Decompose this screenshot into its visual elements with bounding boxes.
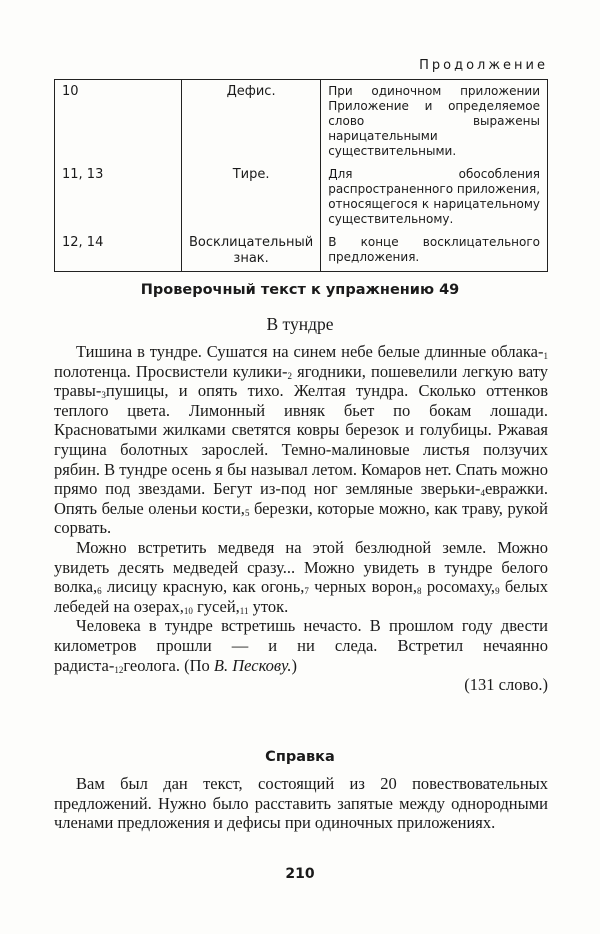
index-marker: 9 bbox=[495, 586, 500, 597]
exercise-numbers-cell: 11, 13 bbox=[55, 163, 182, 231]
paragraph bbox=[54, 616, 548, 675]
note-text-block bbox=[54, 774, 548, 833]
table-row bbox=[55, 163, 548, 231]
text-run: Человека в тундре встретишь нечасто. В прошлом году двести километров прошли — и ни следа. Встретил нечаянно радиста- bbox=[54, 616, 548, 675]
reference-table bbox=[54, 79, 548, 272]
index-marker: 10 bbox=[183, 605, 193, 616]
punctuation-mark-cell: Тире. bbox=[182, 163, 321, 231]
text-run: полотенца. Просвистели кулики- bbox=[54, 361, 288, 381]
text-run: евражки. Опять белые оленьи кости, bbox=[54, 479, 548, 518]
page-number: 210 bbox=[285, 866, 315, 882]
note-title: Справка bbox=[265, 749, 335, 765]
text-run: гусей, bbox=[192, 596, 240, 616]
index-marker: 6 bbox=[97, 586, 102, 597]
paragraph bbox=[54, 538, 548, 616]
index-marker: 8 bbox=[417, 586, 422, 597]
index-marker: 5 bbox=[244, 507, 250, 518]
text-run: Тишина в тундре. Сушатся на синем небе белые длинные облака- bbox=[76, 342, 544, 361]
text-title: В тундре bbox=[266, 314, 334, 334]
table-row bbox=[55, 80, 548, 164]
text-run: черных ворон, bbox=[308, 577, 418, 597]
word-count: (131 слово.) bbox=[464, 675, 548, 695]
rule-cell: Для обособления распространенного приложения, относящегося к нарицательному существительному. bbox=[321, 163, 548, 231]
text-run: геолога. (По bbox=[123, 655, 214, 675]
text-run: Можно встретить медведя на этой безлюдной земле. Можно увидеть десять медведей сразу... Можно увидеть в тундре белого волка, bbox=[54, 537, 548, 597]
rule-cell: При одиночном приложении Приложение и определяемое слово выражены нарицательными существительными. bbox=[321, 80, 548, 164]
index-marker: 1 bbox=[543, 351, 548, 361]
running-head: Продолжение bbox=[419, 58, 548, 73]
punctuation-mark-cell: Восклицательный знак. bbox=[182, 231, 321, 272]
text-run: уток. bbox=[248, 596, 289, 616]
text-run: ) bbox=[291, 655, 297, 675]
index-marker: 7 bbox=[304, 586, 309, 597]
text-run: пушицы, и опять тихо. Желтая тундра. Сколько оттенков теплого цвета. Лимонный ивняк бьет по бокам лошади. Красноватыми жилками светятся ковры березок и голубицы. Ржавая гущина болотных зарослей. Темно-малиновые листья ползучих рябин. В тундре осень я бы называл летом. Комаров нет. Спать можно прямо под звездами. Бегут из-под ног земляные зверьки- bbox=[54, 381, 549, 499]
index-marker: 3 bbox=[101, 390, 106, 401]
text-run: белых лебедей на озерах, bbox=[54, 577, 549, 616]
exercise-numbers-cell: 12, 14 bbox=[55, 231, 182, 272]
index-marker: 4 bbox=[480, 488, 485, 499]
exercise-numbers-cell: 10 bbox=[55, 80, 182, 164]
dictation-text bbox=[54, 342, 548, 695]
table-row bbox=[55, 231, 548, 272]
text-run: ягодники, пошевелили легкую вату травы- bbox=[54, 361, 548, 401]
index-marker: 11 bbox=[239, 605, 249, 616]
punctuation-mark-cell: Дефис. bbox=[182, 80, 321, 164]
index-marker: 12 bbox=[114, 664, 124, 675]
paragraph bbox=[54, 342, 548, 538]
rule-cell: В конце восклицательного предложения. bbox=[321, 231, 548, 272]
section-title: Проверочный текст к упражнению 49 bbox=[140, 282, 460, 298]
author-name: В. Пескову. bbox=[213, 655, 292, 675]
index-marker: 2 bbox=[287, 370, 292, 381]
text-run: березки, которые можно, как траву, рукой сорвать. bbox=[54, 498, 548, 538]
text-run: росомаху, bbox=[421, 577, 496, 597]
note-text: Вам был дан текст, состоящий из 20 повествовательных предложений. Нужно было расставить запятые между однородными членами предложения и дефисы при одиночных приложениях. bbox=[54, 774, 548, 833]
text-run: лисицу красную, как огонь, bbox=[101, 577, 305, 597]
